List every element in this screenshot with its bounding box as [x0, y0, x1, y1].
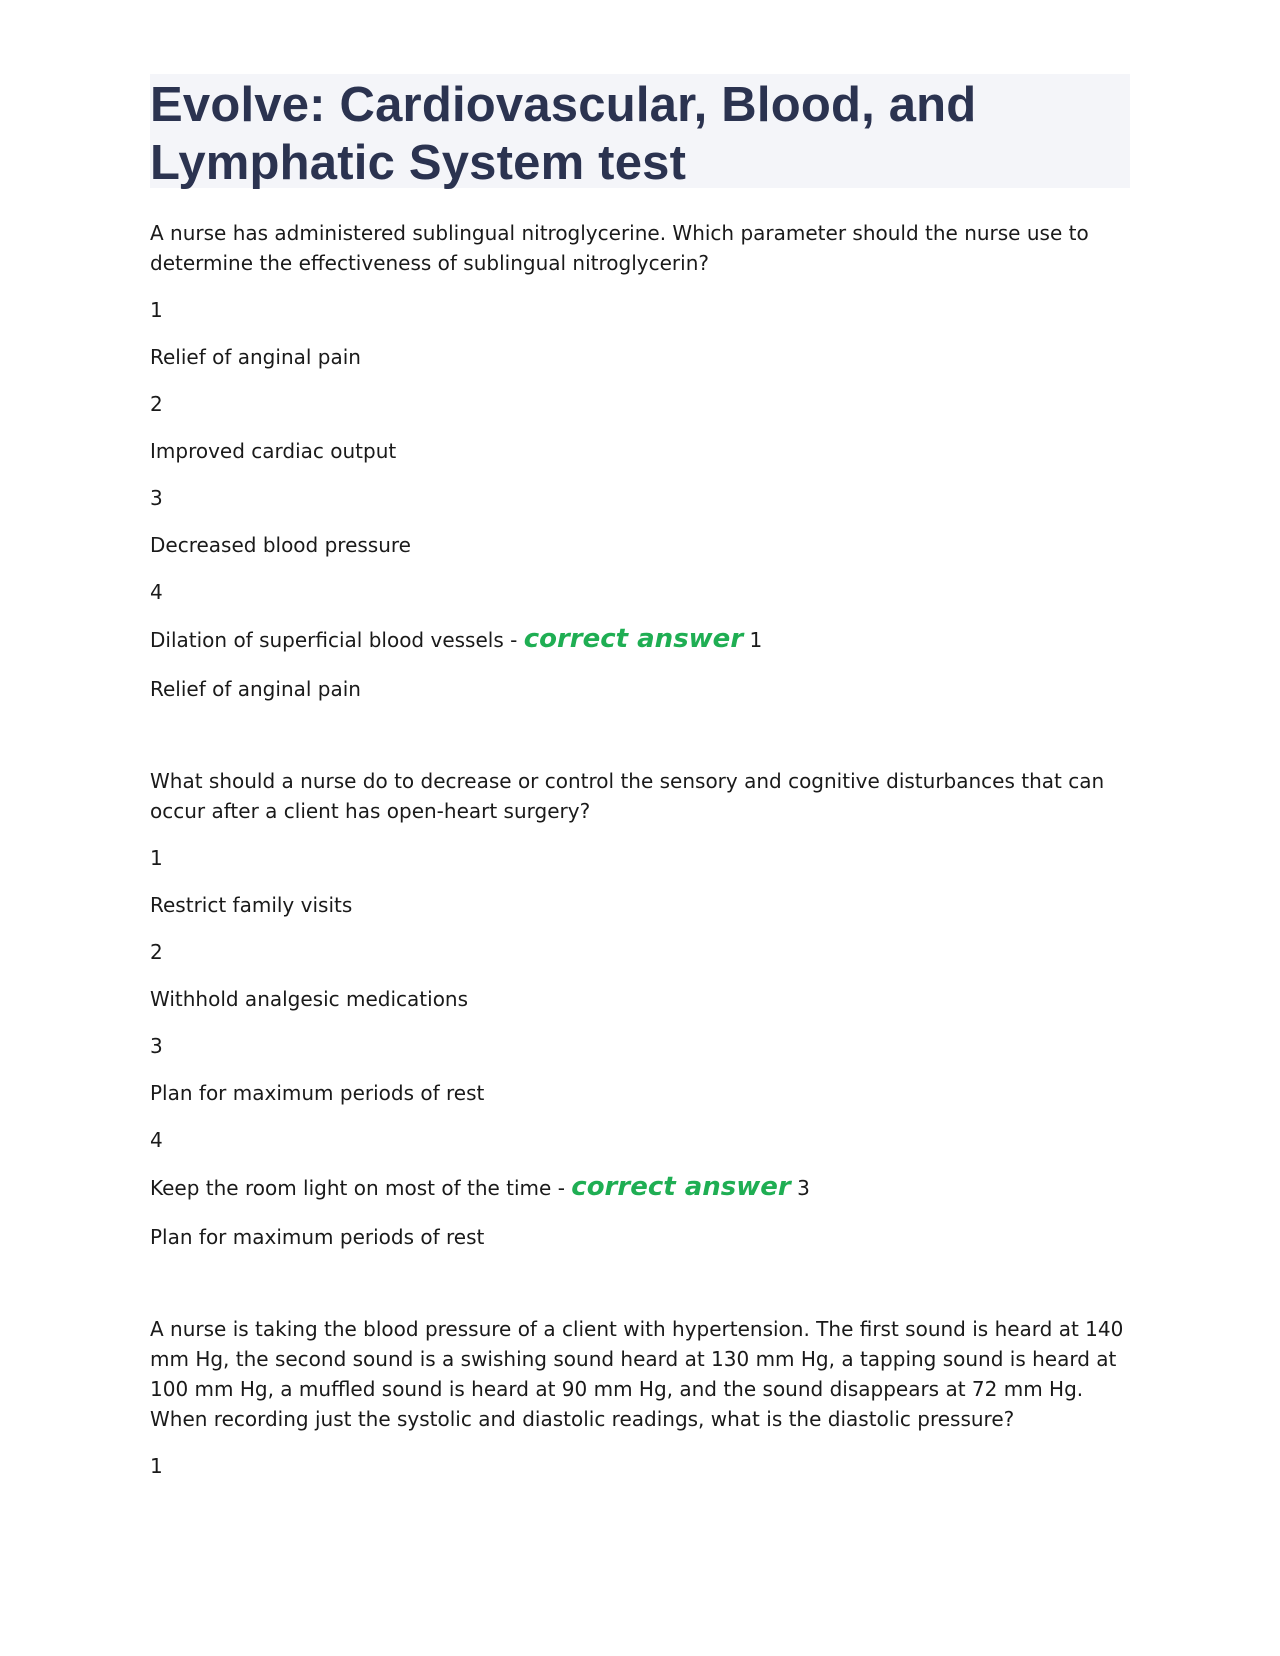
option-text: Keep the room light on most of the time -: [150, 1176, 572, 1200]
option-number: 1: [150, 1454, 163, 1478]
option-text: Withhold analgesic medications: [150, 987, 469, 1011]
option-text: Decreased blood pressure: [150, 533, 411, 557]
option-number: 3: [150, 1034, 163, 1058]
option-number: 2: [150, 940, 163, 964]
option-number: 4: [150, 1128, 163, 1152]
answer-number: 1: [749, 628, 763, 652]
answer-line: [150, 1170, 1130, 1205]
option-text: Relief of anginal pain: [150, 345, 361, 369]
document-page: [150, 74, 1130, 1481]
question-2: [150, 766, 1130, 1252]
option-text: Plan for maximum periods of rest: [150, 1081, 485, 1105]
option-number: 1: [150, 298, 163, 322]
question-1: [150, 218, 1130, 704]
option-number: 4: [150, 580, 163, 604]
correct-answer-label: correct answer: [523, 624, 744, 654]
option-text: Dilation of superficial blood vessels -: [150, 628, 524, 652]
option-text: Improved cardiac output: [150, 439, 397, 463]
option-number: 3: [150, 486, 163, 510]
question-text: A nurse has administered sublingual nitroglycerine. Which parameter should the nurse use to determine the effectiveness of sublingual nitroglycerin?: [150, 221, 1089, 275]
question-3: [150, 1314, 1130, 1481]
option-text: Restrict family visits: [150, 893, 353, 917]
answer-text: Relief of anginal pain: [150, 677, 361, 701]
option-number: 1: [150, 846, 163, 870]
option-number: 2: [150, 392, 163, 416]
answer-text: Plan for maximum periods of rest: [150, 1225, 485, 1249]
answer-line: [150, 622, 1130, 657]
correct-answer-label: correct answer: [571, 1172, 791, 1202]
answer-number: 3: [797, 1176, 810, 1200]
title-banner: [150, 74, 1130, 188]
question-text: What should a nurse do to decrease or control the sensory and cognitive disturbances that can occur after a client has open-heart surgery?: [150, 769, 1105, 823]
question-text: A nurse is taking the blood pressure of a client with hypertension. The first sound is heard at 140 mm Hg, the second sound is a swishing sound heard at 130 mm Hg, a tapping sound is heard at 100 mm Hg, a muffled sound is heard at 90 mm Hg, and the sound disappears at 72 mm Hg. When recording just the systolic and diastolic readings, what is the diastolic pressure?: [150, 1317, 1124, 1431]
page-title: Evolve: Cardiovascular, Blood, and Lymphatic System test: [150, 78, 977, 190]
